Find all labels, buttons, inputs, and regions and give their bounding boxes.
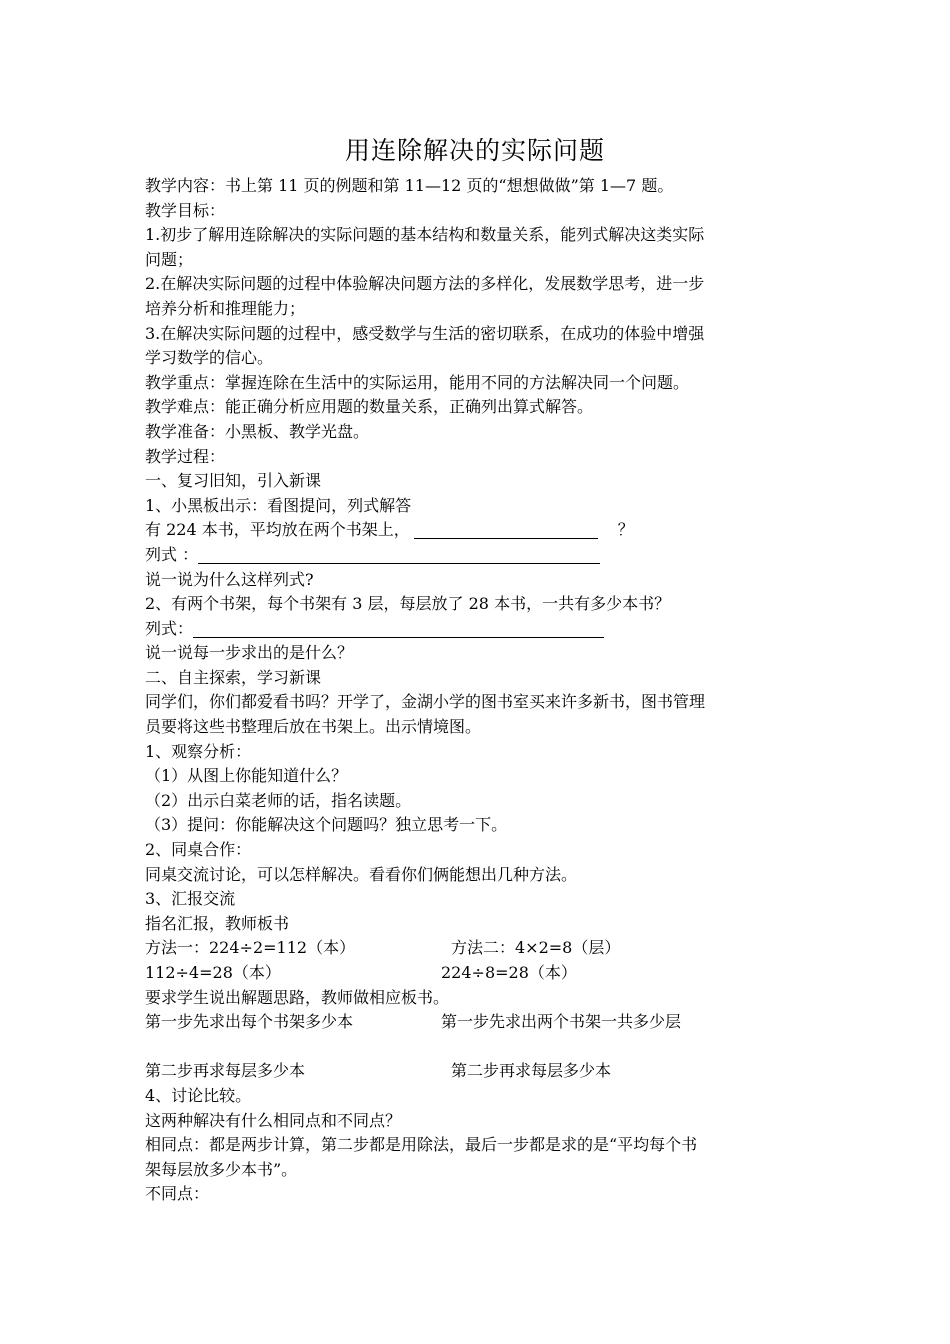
compare-question: 这两种解决有什么相同点和不同点？ xyxy=(145,1110,402,1130)
step-2-row xyxy=(145,1059,810,1084)
method-row-1 xyxy=(145,936,810,961)
compare-heading: 4、讨论比较。 xyxy=(145,1085,252,1105)
formula-1-row xyxy=(145,543,810,568)
method-2-step-1: 方法二：4×2=8（层） xyxy=(451,938,621,958)
goal-3-line-2: 学习数学的信心。 xyxy=(145,348,274,368)
similarity-line-1: 相同点：都是两步计算，第二步都是用除法，最后一步都是求的是“平均每个书 xyxy=(145,1135,698,1155)
intro-line-1: 同学们，你们都爱看书吗？开学了，金湖小学的图书室买来许多新书，图书管理 xyxy=(145,692,706,712)
observe-item-1: （1）从图上你能知道什么？ xyxy=(145,766,348,786)
formula-2-row xyxy=(145,617,810,642)
observe-item-3: （3）提问：你能解决这个问题吗？独立思考一下。 xyxy=(145,815,508,835)
method-1-step-2: 112÷4=28（本） xyxy=(145,963,281,982)
method-row-2 xyxy=(145,961,810,986)
blank-line xyxy=(145,1035,810,1060)
step-1-row xyxy=(145,1010,810,1035)
observe-heading: 1、观察分析： xyxy=(145,741,252,761)
report-text: 指名汇报，教师板书 xyxy=(145,913,290,933)
goal-2-line-1: 2.在解决实际问题的过程中体验解决问题方法的多样化，发展数学思考，进一步 xyxy=(145,274,705,294)
formula-2-label: 列式： xyxy=(145,618,194,638)
difficult-point: 教学难点：能正确分析应用题的数量关系，正确列出算式解答。 xyxy=(145,397,594,417)
step-2-left: 第二步再求每层多少本 xyxy=(145,1061,306,1081)
pair-text: 同桌交流讨论，可以怎样解决。看看你们俩能想出几种方法。 xyxy=(145,864,578,884)
question-mark: ？ xyxy=(617,520,634,540)
why-question: 说一说为什么这样列式? xyxy=(145,569,314,589)
page-title: 用连除解决的实际问题 xyxy=(344,136,605,165)
question-2: 2、有两个书架，每个书架有 3 层，每层放了 28 本书，一共有多少本书？ xyxy=(145,594,671,614)
report-heading: 3、汇报交流 xyxy=(145,889,236,909)
question-1-text xyxy=(145,518,810,543)
each-step-question: 说一说每一步求出的是什么？ xyxy=(145,643,354,663)
goal-1-line-1: 1.初步了解用连除解决的实际问题的基本结构和数量关系，能列式解决这类实际 xyxy=(145,225,705,245)
step-2-right: 第二步再求每层多少本 xyxy=(451,1061,612,1081)
formula-1-label: 列式 ： xyxy=(145,544,199,564)
question-1: 1、小黑板出示：看图提问，列式解答 xyxy=(145,495,412,515)
preparation: 教学准备：小黑板、教学光盘。 xyxy=(145,421,370,441)
goal-1-line-2: 问题； xyxy=(145,249,194,269)
process-heading: 教学过程： xyxy=(145,446,226,466)
key-point: 教学重点：掌握连除在生活中的实际运用，能用不同的方法解决同一个问题。 xyxy=(145,372,690,392)
question-1-prompt: 有 224 本书，平均放在两个书架上， xyxy=(145,520,410,540)
method-1-step-1: 方法一：224÷2=112（本） xyxy=(145,938,356,958)
intro-line-2: 员要将这些书整理后放在书架上。出示情境图。 xyxy=(145,717,482,737)
section-2-heading: 二、自主探索，学习新课 xyxy=(145,667,322,687)
difference-label: 不同点： xyxy=(145,1184,210,1204)
pair-heading: 2、同桌合作： xyxy=(145,840,252,860)
goal-3-line-1: 3.在解决实际问题的过程中，感受数学与生活的密切联系，在成功的体验中增强 xyxy=(145,323,705,343)
teaching-content: 教学内容：书上第 11 页的例题和第 11—12 页的“想想做做”第 1—7 题。 xyxy=(145,176,674,195)
section-1-heading: 一、复习旧知，引入新课 xyxy=(145,471,322,491)
answer-blank-1[interactable] xyxy=(414,522,598,539)
formula-blank-1[interactable] xyxy=(198,547,600,564)
document-body xyxy=(145,174,810,1207)
similarity-line-2: 架每层放多少本书”。 xyxy=(145,1159,298,1179)
step-1-right: 第一步先求出两个书架一共多少层 xyxy=(441,1012,682,1032)
goals-heading: 教学目标： xyxy=(145,200,226,220)
step-1-left: 第一步先求出每个书架多少本 xyxy=(145,1012,354,1032)
goal-2-line-2: 培养分析和推理能力； xyxy=(145,298,306,318)
method-2-step-2: 224÷8=28（本） xyxy=(441,963,577,982)
ask-idea: 要求学生说出解题思路，教师做相应板书。 xyxy=(145,987,450,1007)
formula-blank-2[interactable] xyxy=(193,621,604,638)
observe-item-2: （2）出示白菜老师的话，指名读题。 xyxy=(145,790,412,810)
